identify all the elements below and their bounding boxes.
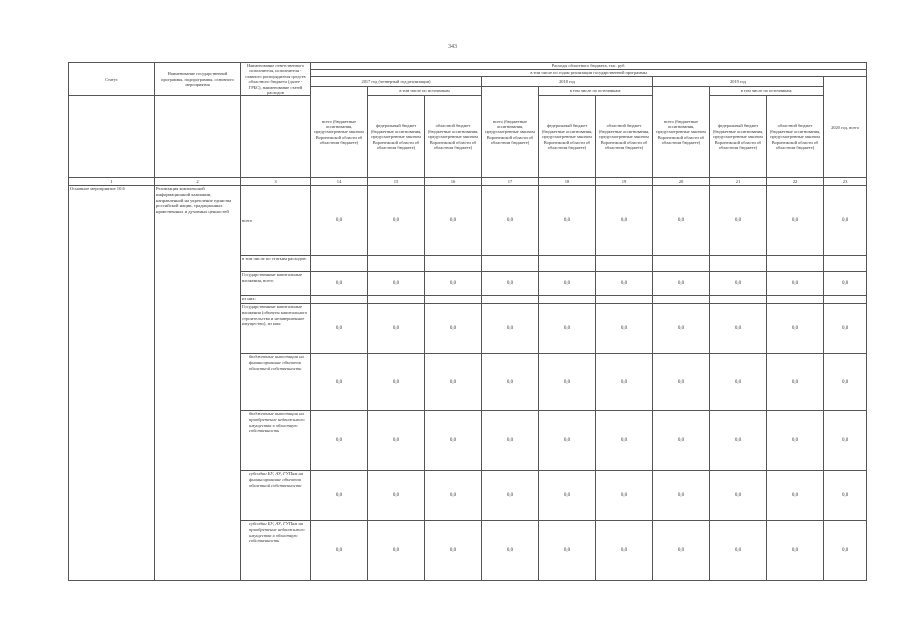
value-cell [653,256,710,272]
value-cell: 0,0 [710,186,767,256]
value-cell [824,256,867,272]
header-executor-cont [241,96,311,178]
value-cell: 0,0 [596,272,653,296]
header-status-cont [69,96,155,178]
value-cell: 0,0 [311,471,368,521]
value-cell: 0,0 [767,186,824,256]
value-cell [425,296,482,304]
value-cell [767,256,824,272]
value-cell: 0,0 [596,304,653,354]
row-label: Государственные капитальные вложения, всего [241,272,311,296]
page-number: 343 [448,44,457,50]
value-cell: 0,0 [368,304,425,354]
value-cell [368,296,425,304]
value-cell: 0,0 [653,471,710,521]
value-cell [425,256,482,272]
value-cell [539,296,596,304]
value-cell: 0,0 [311,304,368,354]
value-cell: 0,0 [653,272,710,296]
header-federal-2019: федеральный бюджет (бюджетные ассигнования, предусмотренные законом Воронежской области об областном бюджете) [710,96,767,178]
value-cell: 0,0 [710,411,767,471]
value-cell [539,256,596,272]
value-cell [710,256,767,272]
value-cell: 0,0 [824,304,867,354]
value-cell: 0,0 [824,411,867,471]
row-label: Государственные капитальные вложения (объекты капитального строительства и незавершенное имущество), из них: [241,304,311,354]
header-sources-2017: в том числе по источникам [368,86,482,96]
header-total-2019: всего (бюджетные ассигнования, предусмотренные законом Воронежской области об областном бюджете) [653,86,710,178]
value-cell: 0,0 [767,354,824,411]
value-cell: 0,0 [539,411,596,471]
value-cell: 0,0 [596,471,653,521]
value-cell: 0,0 [653,411,710,471]
value-cell: 0,0 [710,354,767,411]
value-cell: 0,0 [368,471,425,521]
col-num-2: 2 [155,178,241,186]
value-cell: 0,0 [596,521,653,581]
header-year-2020: 2020 год, всего [824,77,867,178]
value-cell [482,256,539,272]
value-cell: 0,0 [596,186,653,256]
value-cell: 0,0 [539,354,596,411]
header-year-2018: 2018 год [482,77,653,87]
col-num-19: 19 [596,178,653,186]
header-regional-2019: областной бюджет (бюджетные ассигнования, предусмотренные законом Воронежской области об областном бюджете) [767,96,824,178]
value-cell: 0,0 [539,304,596,354]
value-cell: 0,0 [311,521,368,581]
value-cell: 0,0 [824,471,867,521]
col-num-1: 1 [69,178,155,186]
value-cell: 0,0 [710,471,767,521]
value-cell: 0,0 [368,186,425,256]
col-num-22: 22 [767,178,824,186]
value-cell: 0,0 [767,272,824,296]
value-cell [596,296,653,304]
col-num-3: 3 [241,178,311,186]
header-sources-2018: в том числе по источникам: [539,86,653,96]
value-cell: 0,0 [482,471,539,521]
measure-name-cell: Реализация комплексной информационной кампании, направленной на укрепление единства российской нации, традиционных нравственных и духовных ценностей [155,186,241,581]
col-num-21: 21 [710,178,767,186]
value-cell: 0,0 [311,186,368,256]
value-cell: 0,0 [596,354,653,411]
value-cell: 0,0 [425,186,482,256]
row-label: в том числе по статьям расходов: [241,256,311,272]
value-cell: 0,0 [425,354,482,411]
value-cell: 0,0 [482,521,539,581]
value-cell [368,256,425,272]
header-federal-2018: федеральный бюджет (бюджетные ассигнования, предусмотренные законом Воронежской области об областном бюджете) [539,96,596,178]
value-cell: 0,0 [710,272,767,296]
col-num-15: 15 [368,178,425,186]
value-cell: 0,0 [824,186,867,256]
header-year-2019: 2019 год [653,77,824,87]
value-cell: 0,0 [653,186,710,256]
value-cell: 0,0 [311,272,368,296]
value-cell: 0,0 [539,471,596,521]
value-cell: 0,0 [311,354,368,411]
value-cell: 0,0 [596,411,653,471]
value-cell: 0,0 [368,272,425,296]
value-cell [824,296,867,304]
value-cell: 0,0 [653,304,710,354]
col-num-20: 20 [653,178,710,186]
table-row [69,186,867,256]
header-executor: Наименование ответственного исполнителя, исполнителя - главного распорядителя средств областного бюджета (далее - ГРБС), наименование статей расходов [241,63,311,96]
value-cell: 0,0 [482,186,539,256]
header-by-years: в том числе по годам реализации государственной программы [311,70,867,77]
value-cell: 0,0 [482,411,539,471]
value-cell [710,296,767,304]
value-cell [311,296,368,304]
row-label: бюджетные инвестиции на приобретение недвижимого имущества в областную собственность [241,411,311,471]
value-cell: 0,0 [482,304,539,354]
col-num-17: 17 [482,178,539,186]
header-status: Статус [69,63,155,96]
value-cell: 0,0 [425,272,482,296]
header-federal-2017: федеральный бюджет (бюджетные ассигнования, предусмотренные законом Воронежской области об областном бюджете) [368,96,425,178]
col-num-16: 16 [425,178,482,186]
value-cell: 0,0 [539,186,596,256]
value-cell: 0,0 [710,304,767,354]
expenses-table [68,62,867,581]
header-regional-2018: областной бюджет (бюджетные ассигнования, предусмотренные законом Воронежской области об областном бюджете) [596,96,653,178]
value-cell: 0,0 [368,354,425,411]
value-cell: 0,0 [767,411,824,471]
value-cell [482,296,539,304]
value-cell: 0,0 [824,272,867,296]
value-cell: 0,0 [824,354,867,411]
value-cell: 0,0 [425,411,482,471]
value-cell: 0,0 [710,521,767,581]
col-num-18: 18 [539,178,596,186]
value-cell: 0,0 [482,272,539,296]
status-cell: Основное мероприятие 10.6 [69,186,155,581]
value-cell [596,256,653,272]
row-label: из них: [241,296,311,304]
row-label: всего [241,186,311,256]
value-cell [653,296,710,304]
value-cell: 0,0 [767,521,824,581]
header-expenses: Расходы областного бюджета, тыс. руб. [311,63,867,70]
value-cell: 0,0 [653,354,710,411]
value-cell [767,296,824,304]
value-cell: 0,0 [425,471,482,521]
col-num-23: 23 [824,178,867,186]
col-num-14: 14 [311,178,368,186]
header-program-name: Наименование государственной программы, подпрограммы, основного мероприятия [155,63,241,96]
value-cell: 0,0 [824,521,867,581]
header-year-2017: 2017 год (четвертый год реализации) [311,77,482,87]
value-cell: 0,0 [425,521,482,581]
row-label: субсидии БУ, АУ, ГУПам на финансирование объектов областной собственности [241,471,311,521]
value-cell: 0,0 [368,411,425,471]
value-cell: 0,0 [482,354,539,411]
value-cell: 0,0 [311,411,368,471]
value-cell: 0,0 [539,521,596,581]
row-label: бюджетные инвестиции на финансирование объектов областной собственности [241,354,311,411]
header-regional-2017: областной бюджет (бюджетные ассигнования, предусмотренные законом Воронежской области об областном бюджете) [425,96,482,178]
row-label: субсидии БУ, АУ, ГУПам на приобретение недвижимого имущества в областную собственность [241,521,311,581]
column-numbers-row [69,178,867,186]
value-cell [311,256,368,272]
value-cell: 0,0 [767,304,824,354]
header-sources-2019: в том числе по источникам: [710,86,824,96]
value-cell: 0,0 [539,272,596,296]
value-cell: 0,0 [653,521,710,581]
header-total-2017: всего (бюджетные ассигнования, предусмотренные законом Воронежской области об областном бюджете) [311,86,368,178]
value-cell: 0,0 [767,471,824,521]
header-program-cont [155,96,241,178]
value-cell: 0,0 [425,304,482,354]
value-cell: 0,0 [368,521,425,581]
header-total-2018: всего (бюджетные ассигнования, предусмотренные законом Воронежской области об областном бюджете) [482,86,539,178]
